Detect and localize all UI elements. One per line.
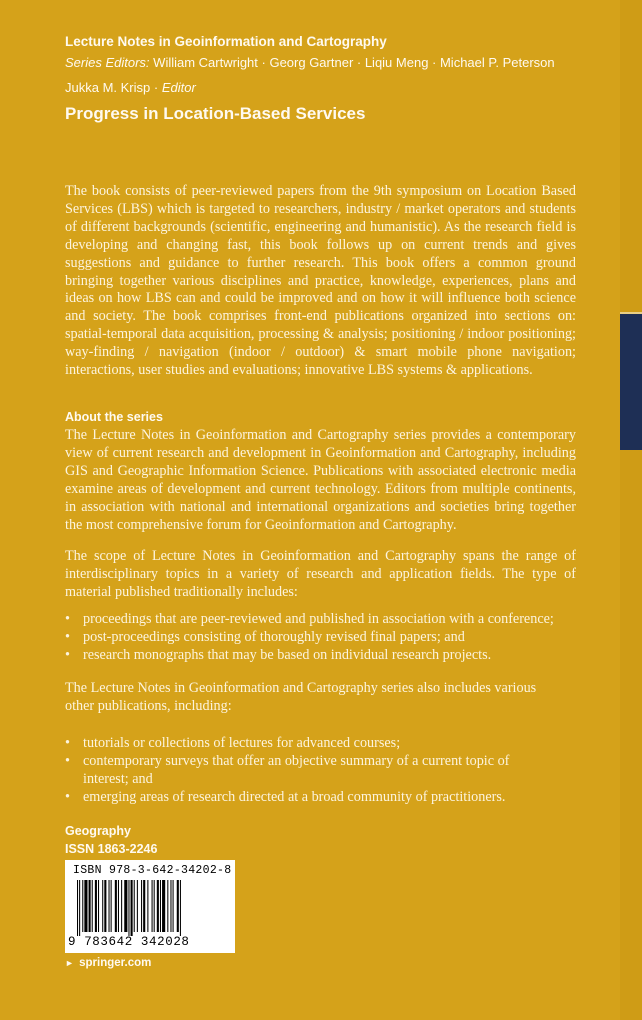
isbn-text: ISBN 978-3-642-34202-8 bbox=[73, 864, 232, 877]
arrow-icon: ► bbox=[65, 958, 74, 968]
series-scope-paragraph: The scope of Lecture Notes in Geoinformation and Cartography spans the range of interdisciplinary topics in a variety of research and application fields. The type of material published traditionally includes: bbox=[65, 548, 576, 600]
other-publications-list bbox=[65, 735, 535, 807]
spine-accent-band bbox=[620, 312, 642, 450]
subject-label: Geography bbox=[65, 824, 131, 838]
series-title: Lecture Notes in Geoinformation and Cartography bbox=[65, 34, 387, 49]
book-editor bbox=[65, 80, 196, 95]
barcode bbox=[65, 860, 235, 953]
book-editor-name: Jukka M. Krisp bbox=[65, 80, 151, 95]
book-description: The book consists of peer-reviewed papers from the 9th symposium on Location Based Services (LBS) which is targeted to researchers, industry / market operators and students of different backgrounds (scientific, engineering and humanistic). As the research field is developing and changing fast, this book follows up on current trends and gives suggestions and guidance to further research. This book offers a common ground bringing together various disciplines and practice, knowledge, experiences, plans and ideas on how LBS can and could be improved and on how it will influence both science and society. The book comprises front-end publications organized into sections on: spatial-temporal data acquisition, processing & analysis; positioning / indoor positioning; way-finding / navigation (indoor / outdoor) & smart mobile phone navigation; interactions, user studies and evaluations; innovative LBS systems & applications. bbox=[65, 183, 576, 379]
series-editors-label: Series Editors: bbox=[65, 55, 150, 70]
spine-accent-line bbox=[620, 312, 642, 314]
list-item: • post-proceedings consisting of thoroughly revised final papers; and bbox=[65, 629, 576, 647]
subject-block bbox=[65, 822, 157, 858]
list-item: • emerging areas of research directed at a broad community of practitioners. bbox=[65, 789, 535, 807]
publication-types-list bbox=[65, 611, 576, 665]
spine-strip bbox=[620, 0, 642, 1020]
publisher-url: springer.com bbox=[79, 957, 152, 969]
list-item: • contemporary surveys that offer an objective summary of a current topic of interest; and bbox=[65, 753, 535, 789]
book-title: Progress in Location-Based Services bbox=[65, 104, 366, 123]
barcode-digits: 9 783642 342028 bbox=[68, 935, 190, 949]
barcode-bars bbox=[77, 880, 227, 936]
publisher-link[interactable] bbox=[65, 957, 151, 969]
about-series-paragraph: The Lecture Notes in Geoinformation and Cartography series provides a contemporary view of current research and development in Geoinformation and Cartography, including GIS and Geographic Information Science. Publications with associated electronic media examine areas of development and current technology. Editors from multiple continents, in association with national and international organizations and societies bring together the most comprehensive forum for Geoinformation and Cartography. bbox=[65, 427, 576, 533]
series-editors-names: William Cartwright · Georg Gartner · Liqiu Meng · Michael P. Peterson bbox=[153, 55, 555, 70]
book-editor-sep: · bbox=[153, 80, 159, 95]
about-series-heading: About the series bbox=[65, 410, 163, 424]
other-publications-paragraph: The Lecture Notes in Geoinformation and Cartography series also includes various other publications, including: bbox=[65, 680, 537, 714]
list-item: • tutorials or collections of lectures for advanced courses; bbox=[65, 735, 535, 753]
list-item: • research monographs that may be based on individual research projects. bbox=[65, 647, 576, 665]
book-editor-label: Editor bbox=[161, 80, 196, 95]
list-item: • proceedings that are peer-reviewed and published in association with a conference; bbox=[65, 611, 576, 629]
issn-label: ISSN 1863-2246 bbox=[65, 842, 158, 856]
series-editors bbox=[65, 55, 555, 70]
